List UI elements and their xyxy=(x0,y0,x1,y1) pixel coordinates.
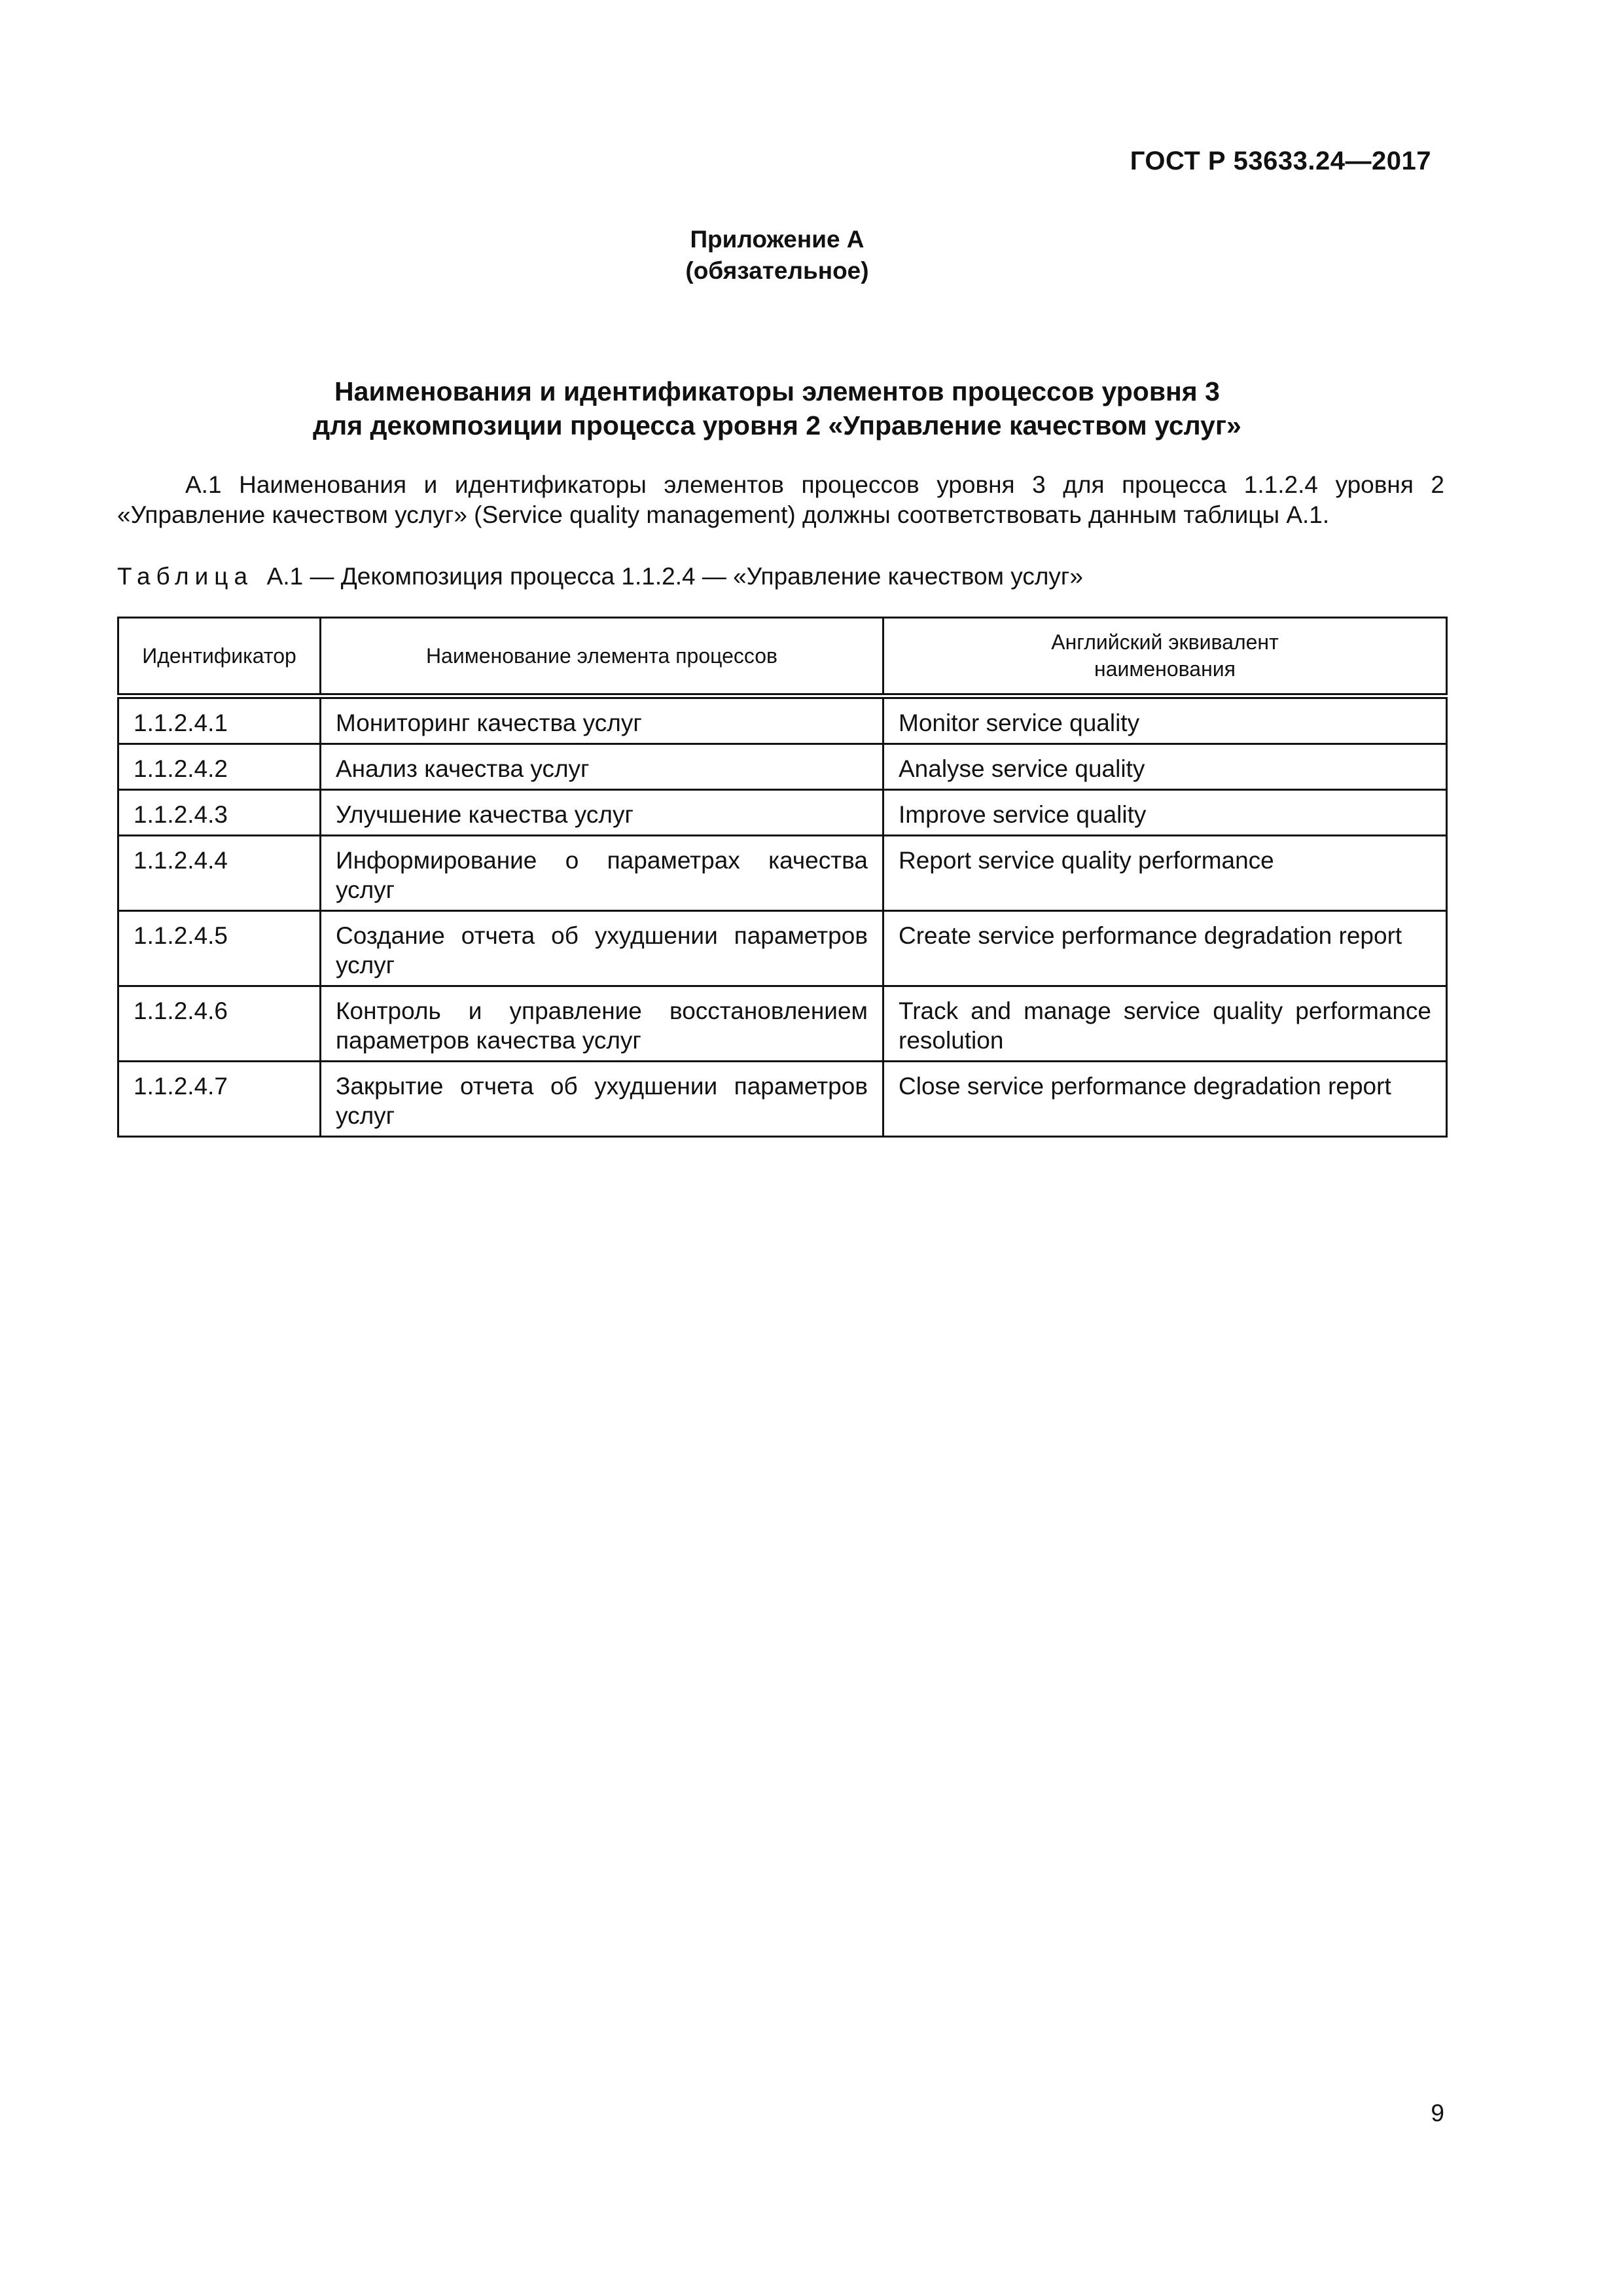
table-row xyxy=(118,790,1447,836)
section-title-line-1: Наименования и идентификаторы элементов процессов уровня 3 xyxy=(334,376,1220,406)
table-caption xyxy=(117,563,1083,590)
row-english-name: Close service performance degradation report xyxy=(883,1062,1447,1137)
header-identifier: Идентификатор xyxy=(118,618,321,696)
header-english-equivalent xyxy=(883,618,1447,696)
section-title xyxy=(0,374,1554,442)
intro-paragraph: А.1 Наименования и идентификаторы элементов процессов уровня 3 для процесса 1.1.2.4 уровня 2 «Управление качеством услуг» (Service quality management) должны соответствовать данным таблицы А.1. xyxy=(117,471,1444,528)
row-identifier: 1.1.2.4.3 xyxy=(118,790,321,836)
row-english-name: Track and manage service quality performance resolution xyxy=(883,986,1447,1062)
table-row xyxy=(118,744,1447,790)
section-title-line-2: для декомпозиции процесса уровня 2 «Управление качеством услуг» xyxy=(313,410,1241,440)
row-element-name: Улучшение качества услуг xyxy=(321,790,883,836)
page-number: 9 xyxy=(1431,2100,1444,2126)
appendix-title: Приложение А xyxy=(690,226,865,253)
header-element-name: Наименование элемента процессов xyxy=(321,618,883,696)
row-english-name: Analyse service quality xyxy=(883,744,1447,790)
row-identifier: 1.1.2.4.6 xyxy=(118,986,321,1062)
row-identifier: 1.1.2.4.1 xyxy=(118,696,321,744)
row-element-name: Контроль и управление восстановлением параметров качества услуг xyxy=(321,986,883,1062)
decomposition-table xyxy=(117,617,1448,1138)
header-english-line-1: Английский эквивалент xyxy=(1051,630,1279,654)
row-identifier: 1.1.2.4.5 xyxy=(118,911,321,986)
row-english-name: Report service quality performance xyxy=(883,836,1447,911)
table-row xyxy=(118,1062,1447,1137)
appendix-status: (обязательное) xyxy=(685,257,869,284)
row-english-name: Improve service quality xyxy=(883,790,1447,836)
row-english-name: Monitor service quality xyxy=(883,696,1447,744)
row-element-name: Информирование о параметрах качества услуг xyxy=(321,836,883,911)
row-element-name: Закрытие отчета об ухудшении параметров услуг xyxy=(321,1062,883,1137)
row-identifier: 1.1.2.4.7 xyxy=(118,1062,321,1137)
appendix-heading xyxy=(0,224,1554,287)
table-row xyxy=(118,696,1447,744)
table-header-row xyxy=(118,618,1447,696)
row-english-name: Create service performance degradation report xyxy=(883,911,1447,986)
table-row xyxy=(118,836,1447,911)
table-row xyxy=(118,986,1447,1062)
header-english-line-2: наименования xyxy=(1094,657,1236,681)
table-row xyxy=(118,911,1447,986)
row-identifier: 1.1.2.4.2 xyxy=(118,744,321,790)
row-identifier: 1.1.2.4.4 xyxy=(118,836,321,911)
table-caption-text: А.1 — Декомпозиция процесса 1.1.2.4 — «Управление качеством услуг» xyxy=(266,563,1083,590)
document-code: ГОСТ Р 53633.24—2017 xyxy=(1130,147,1431,175)
row-element-name: Создание отчета об ухудшении параметров услуг xyxy=(321,911,883,986)
row-element-name: Анализ качества услуг xyxy=(321,744,883,790)
row-element-name: Мониторинг качества услуг xyxy=(321,696,883,744)
table-caption-label: Таблица xyxy=(117,563,254,590)
